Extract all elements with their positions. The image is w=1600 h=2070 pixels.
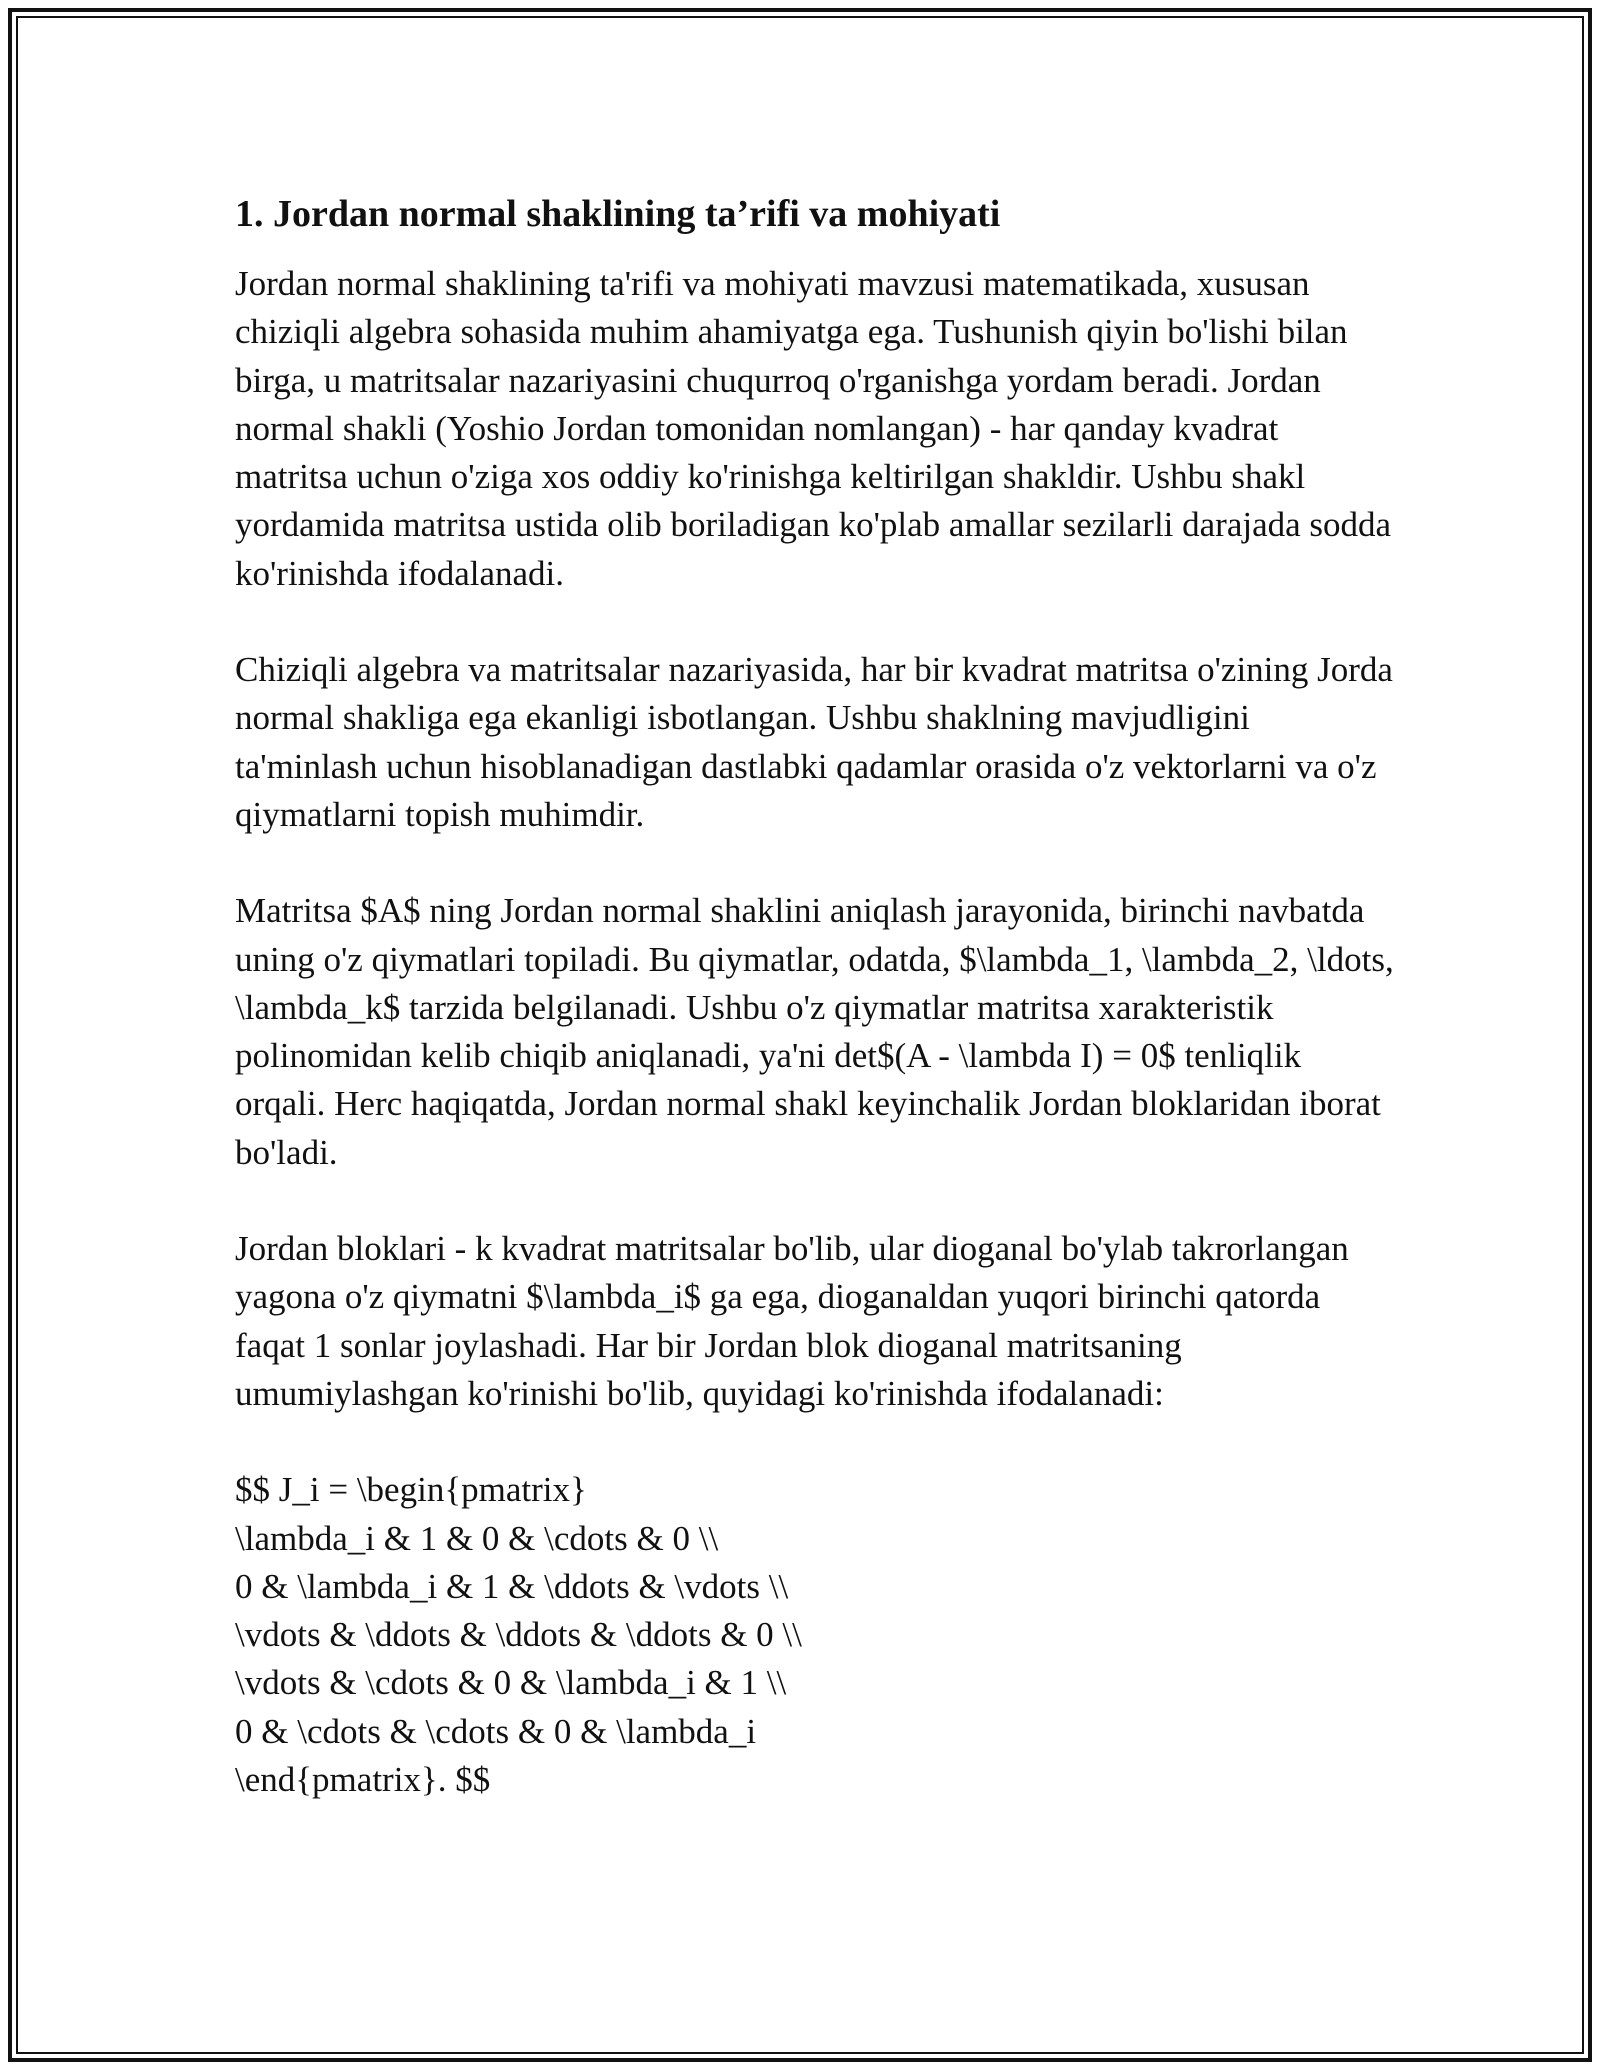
- paragraph-existence: Chiziqli algebra va matritsalar nazariyasida, har bir kvadrat matritsa o'zining Jorda normal shakliga ega ekanligi isbotlangan. Ushbu shaklning mavjudligini ta'minlash uchun hisoblanadigan dastlabki qadamlar orasida o'z vektorlarni va o'z qiymatlarni topish muhimdir.: [235, 650, 1393, 834]
- formula-line: \lambda_i & 1 & 0 & \cdots & 0 \\: [235, 1518, 719, 1558]
- section-heading: 1. Jordan normal shaklining ta’rifi va mohiyati: [235, 193, 1001, 235]
- paragraph-eigenvalues: Matritsa $A$ ning Jordan normal shaklini aniqlash jarayonida, birinchi navbatda uning o'z qiymatlari topiladi. Bu qiymatlar, odatda, $\lambda_1, \lambda_2, \ldots, \lambda_k$ tarzida belgilanadi. Ushbu o'z qiymatlar matritsa xarakteristik polinomidan kelib chiqib aniqlanadi, ya'ni det$(A - \lambda I) = 0$ tenliqlik orqali. Herc haqiqatda, Jordan normal shakl keyinchalik Jordan bloklaridan iborat bo'ladi.: [235, 891, 1394, 1172]
- jordan-block-formula: [235, 1466, 1395, 1804]
- formula-line: \vdots & \cdots & 0 & \lambda_i & 1 \\: [235, 1663, 787, 1703]
- formula-line: 0 & \lambda_i & 1 & \ddots & \vdots \\: [235, 1566, 789, 1606]
- formula-line: 0 & \cdots & \cdots & 0 & \lambda_i: [235, 1711, 757, 1751]
- paragraph-jordan-blocks: Jordan bloklari - k kvadrat matritsalar bo'lib, ular dioganal bo'ylab takrorlangan yagona o'z qiymatni $\lambda_i$ ga ega, dioganaldan yuqori birinchi qatorda faqat 1 sonlar joylashadi. Har bir Jordan blok dioganal matritsaning umumiylashgan ko'rinishi bo'lib, quyidagi ko'rinishda ifodalanadi:: [235, 1229, 1349, 1413]
- formula-line: \vdots & \ddots & \ddots & \ddots & 0 \\: [235, 1615, 802, 1655]
- formula-line: \end{pmatrix}. $$: [235, 1760, 491, 1800]
- formula-line: $$ J_i = \begin{pmatrix}: [235, 1470, 587, 1510]
- document-body: [235, 186, 1395, 1804]
- paragraph-definition: Jordan normal shaklining ta'rifi va mohiyati mavzusi matematikada, xususan chiziqli algebra sohasida muhim ahamiyatga ega. Tushunish qiyin bo'lishi bilan birga, u matritsalar nazariyasini chuqurroq o'rganishga yordam beradi. Jordan normal shakli (Yoshio Jordan tomonidan nomlangan) - har qanday kvadrat matritsa uchun o'ziga xos oddiy ko'rinishga keltirilgan shakldir. Ushbu shakl yordamida matritsa ustida olib boriladigan ko'plab amallar sezilarli darajada sodda ko'rinishda ifodalanadi.: [235, 264, 1392, 593]
